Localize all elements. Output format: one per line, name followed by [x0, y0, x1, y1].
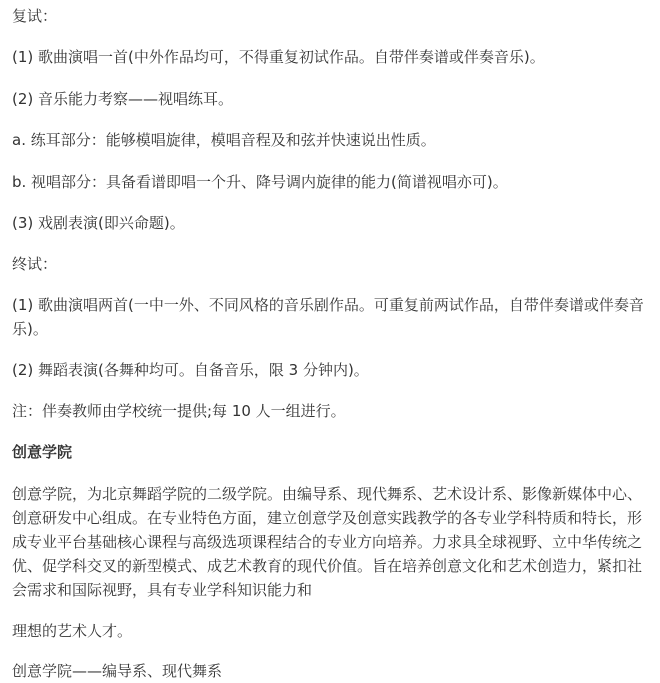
fushi-item-1: (1) 歌曲演唱一首(中外作品均可，不得重复初试作品。自带伴奏谱或伴奏音乐)。 [12, 48, 545, 66]
subsection-title: 创意学院——编导系、现代舞系 [12, 662, 223, 680]
intro-paragraph: 创意学院，为北京舞蹈学院的二级学院。由编导系、现代舞系、艺术设计系、影像新媒体中心、创意研发中心组成。在专业特色方面，建立创意学及创意实践教学的各专业学科特质和特长，形成专业平台基础核心课程与高级选项课程结合的专业方向培养。力求具全球视野、立中华传统之优、促学科交叉的新型模式、成艺术教育的现代价值。旨在培养创意文化和艺术创造力，紧扣社会需求和国际视野，具有专业学科知识能力和 [12, 485, 643, 599]
section-heading: 创意学院 [12, 443, 73, 461]
fushi-item-3: (3) 戏剧表演(即兴命题)。 [12, 214, 185, 232]
zhongshi-item-2: (2) 舞蹈表演(各舞种均可。自备音乐，限 3 分钟内)。 [12, 361, 369, 379]
zhongshi-label: 终试： [12, 255, 58, 273]
intro-continuation: 理想的艺术人才。 [12, 622, 133, 640]
note: 注：伴奏教师由学校统一提供;每 10 人一组进行。 [12, 402, 346, 420]
fushi-item-b: b. 视唱部分：具备看谱即唱一个升、降号调内旋律的能力(简谱视唱亦可)。 [12, 173, 508, 191]
fushi-label: 复试： [12, 7, 58, 25]
fushi-item-2: (2) 音乐能力考察——视唱练耳。 [12, 90, 234, 108]
fushi-item-a: a. 练耳部分：能够模唱旋律，模唱音程及和弦并快速说出性质。 [12, 131, 436, 149]
zhongshi-item-1: (1) 歌曲演唱两首(一中一外、不同风格的音乐剧作品。可重复前两试作品，自带伴奏谱或伴奏音乐)。 [12, 296, 644, 338]
